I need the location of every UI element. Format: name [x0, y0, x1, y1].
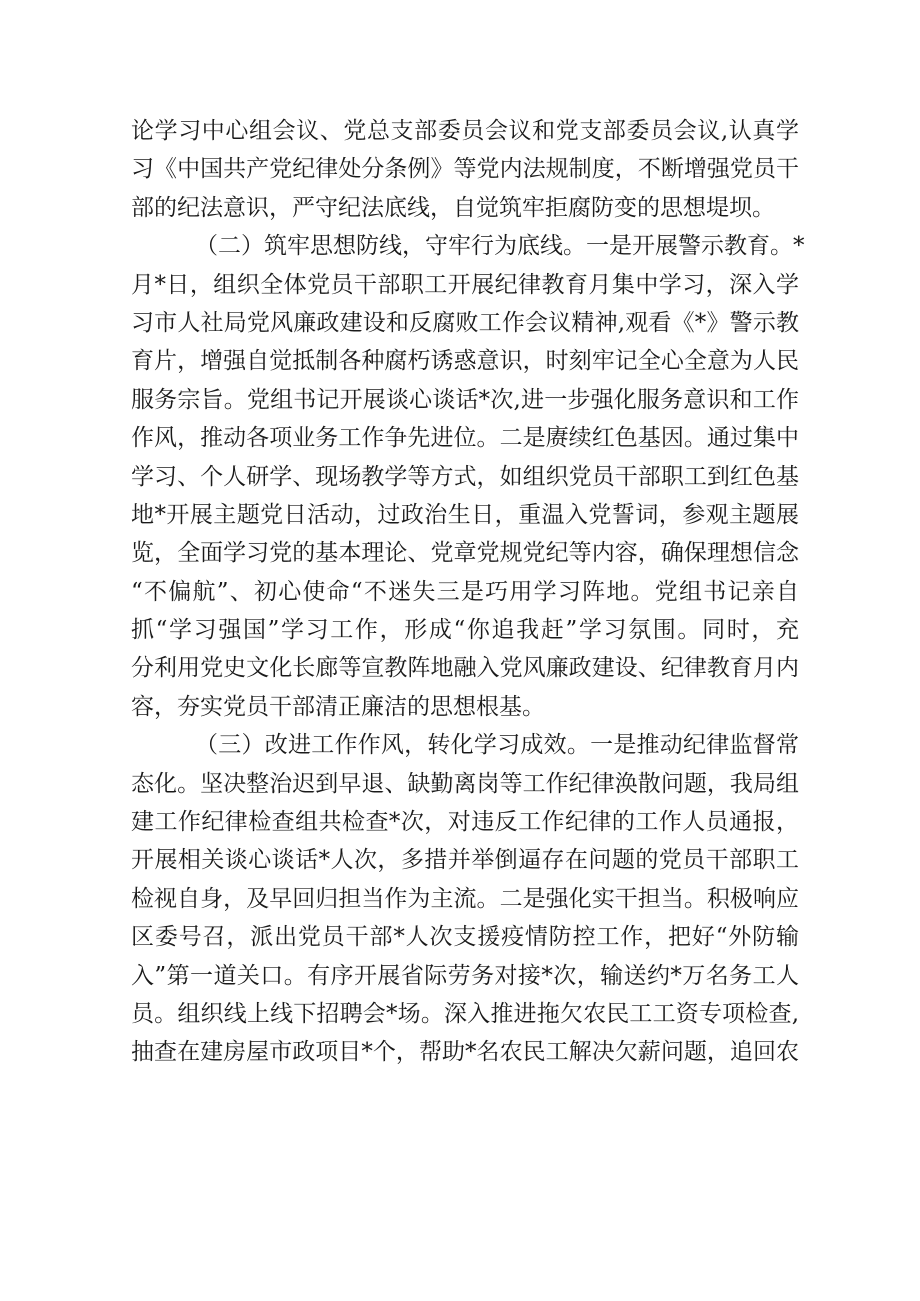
text-line: 入”第一道关口。有序开展省际劳务对接*次，输送约*万名务工人	[131, 962, 799, 989]
text-line: 检视自身，及早回归担当作为主流。二是强化实干担当。积极响应	[131, 885, 799, 912]
text-line: 抓“学习强国”学习工作，形成“你追我赶”学习氛围。同时，充	[131, 617, 799, 644]
text-line: 部的纪法意识，严守纪法底线，自觉筑牢拒腐防变的思想堤坝。	[131, 194, 775, 221]
text-line: 月*日，组织全体党员干部职工开展纪律教育月集中学习，深入学	[131, 271, 799, 298]
text-line: （三）改进工作作风，转化学习成效。一是推动纪律监督常	[195, 732, 799, 759]
text-line: 育片，增强自觉抵制各种腐朽诱惑意识，时刻牢记全心全意为人民	[131, 348, 799, 375]
text-line: 分利用党史文化长廊等宣教阵地融入党风廉政建设、纪律教育月内	[131, 655, 799, 682]
text-line: 览，全面学习党的基本理论、党章党规党纪等内容，确保理想信念	[131, 540, 799, 567]
text-line: 作风，推动各项业务工作争先进位。二是赓续红色基因。通过集中	[131, 425, 799, 452]
text-line: 容，夯实党员干部清正廉洁的思想根基。	[131, 693, 545, 720]
text-line: 建工作纪律检查组共检查*次，对违反工作纪律的工作人员通报，	[131, 809, 799, 836]
text-line: “不偏航”、初心使命“不迷失三是巧用学习阵地。党组书记亲自	[131, 578, 799, 605]
text-line: 区委号召，派出党员干部*人次支援疫情防控工作，把好“外防输	[131, 924, 799, 951]
text-line: 态化。坚决整治迟到早退、缺勤离岗等工作纪律涣散问题，我局组	[131, 770, 799, 797]
text-line: 员。组织线上线下招聘会*场。深入推进拖欠农民工工资专项检查,	[131, 1000, 799, 1027]
text-line: 习市人社局党风廉政建设和反腐败工作会议精神,观看《*》警示教	[131, 309, 799, 336]
text-line: 论学习中心组会议、党总支部委员会议和党支部委员会议,认真学	[131, 118, 799, 144]
text-line: 开展相关谈心谈话*人次，多措并举倒逼存在问题的党员干部职工	[131, 847, 799, 874]
text-line: 抽查在建房屋市政项目*个，帮助*名农民工解决欠薪问题，追回农	[131, 1039, 799, 1066]
document-body	[131, 112, 805, 1072]
text-line: 学习、个人研学、现场教学等方式，如组织党员干部职工到红色基	[131, 463, 799, 490]
text-line: 习《中国共产党纪律处分条例》等党内法规制度，不断增强党员干	[131, 156, 799, 183]
text-line: 服务宗旨。党组书记开展谈心谈话*次,进一步强化服务意识和工作	[131, 386, 799, 413]
text-line: 地*开展主题党日活动，过政治生日，重温入党誓词，参观主题展	[131, 501, 799, 528]
text-line: （二）筑牢思想防线，守牢行为底线。一是开展警示教育。*	[195, 233, 805, 260]
